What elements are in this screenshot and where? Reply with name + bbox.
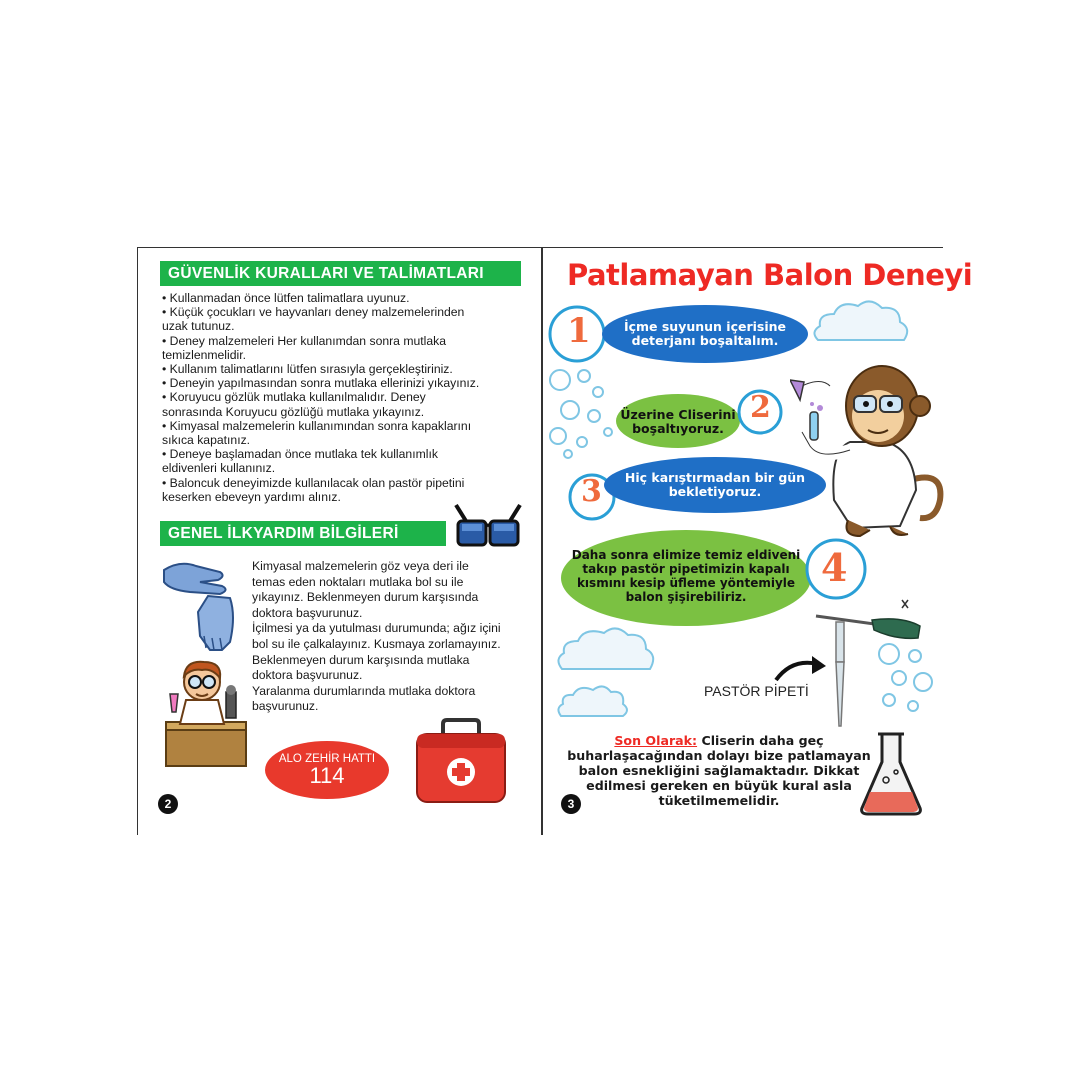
safety-heading: GÜVENLİK KURALLARI VE TALİMATLARI [160,261,521,286]
list-item: • Kullanım talimatlarını lütfen sırasıyla gerçekleştiriniz. [162,362,453,377]
list-item: • Baloncuk deneyimizde kullanılacak olan pastör pipetini keserken ebeveyn yardımı alınız. [162,475,465,504]
cloud-icon [808,296,912,348]
right-page-top-border [543,247,943,248]
step-4-text: Daha sonra elimize temiz eldiveni takıp pastör pipetimizin kapalı kısmını kesip üfleme yöntemiyle balon şişirebiliriz. [571,548,801,604]
hotline-badge [265,741,389,799]
conclusion-lead: Son Olarak: [614,733,698,748]
pipette-icon [812,596,926,728]
step-3-text: Hiç karıştırmadan bir gün bekletiyoruz. [624,470,806,499]
page-title: Patlamayan Balon Deneyi [567,258,973,292]
firstaid-heading: GENEL İLKYARDIM BİLGİLERİ [160,521,446,546]
list-item: • Kimyasal malzemelerin kullanımından sonra kapaklarını sıkıca kapatınız. [162,418,472,448]
list-item: • Deneye başlamadan önce mutlaka tek kullanımlık eldivenleri kullanınız. [162,447,438,476]
list-item: • Deney malzemeleri Her kullanımdan sonra mutlaka temizlenmelidir. [162,333,447,362]
scientist-boy-icon [164,656,248,768]
spine-divider [541,247,543,835]
step-2-number: 2 [750,390,771,425]
conclusion-text [560,733,878,808]
step-2-text: Üzerine Cliserini boşaltıyoruz. [620,407,736,436]
flask-icon [856,728,926,818]
page-number-right: 3 [561,794,581,814]
cloud-icon [552,621,658,677]
page-number-left: 2 [158,794,178,814]
list-item: • Koruyucu gözlük mutlaka kullanılmalıdır. Deney sonrasında Koruyucu gözlüğü mutlaka yıkayınız. [162,390,426,419]
safety-rules-list [162,291,524,504]
step-1-text: İçme suyunun içerisine deterjanı boşaltalım. [623,319,787,348]
step-3-number: 3 [581,474,602,509]
firstaid-text: Kimyasal malzemelerin göz veya deri ile temas eden noktaları mutlaka bol su ile yıkayınız. Beklenmeyen durum karşısında doktora başvurunuz. İçilmesi ya da yutulması durumunda; ağız içini bol su ile çalkalayınız. Kusmaya zorlamayınız. Beklenmeyen durum karşısında mutlaka doktora başvurunuz. Yaralanma durumlarında mutlaka doktora başvurunuz. [252,559,501,714]
list-item: • Küçük çocukları ve hayvanları deney malzemelerinden uzak tutunuz. [162,305,465,334]
list-item: • Kullanmadan önce lütfen talimatlara uyunuz. [162,291,410,305]
left-page-top-border [137,247,541,248]
step-1-number: 1 [567,311,591,351]
pipette-label: PASTÖR PİPETİ [704,683,809,699]
cloud-icon [553,682,629,722]
left-page-border [137,247,138,835]
safety-goggles-icon [452,497,524,553]
first-aid-kit-icon [413,718,509,806]
step-4-number: 4 [821,545,848,590]
hotline-number: 114 [309,763,345,788]
hotline-label: ALO ZEHİR HATTI [278,753,376,765]
conclusion-body: Cliserin daha geç buharlaşacağından dolayı bize patlamayan balon esnekliğini sağlamaktadır. Dikkat edilmesi gereken en büyük kural asla tüketilmemelidir. [567,733,871,808]
arrow-icon [772,654,828,684]
bubbles-icon [548,366,620,462]
monkey-scientist-icon [790,350,944,538]
list-item: • Deneyin yapılmasından sonra mutlaka ellerinizi yıkayınız. [162,376,480,391]
gloves-icon [160,556,242,652]
